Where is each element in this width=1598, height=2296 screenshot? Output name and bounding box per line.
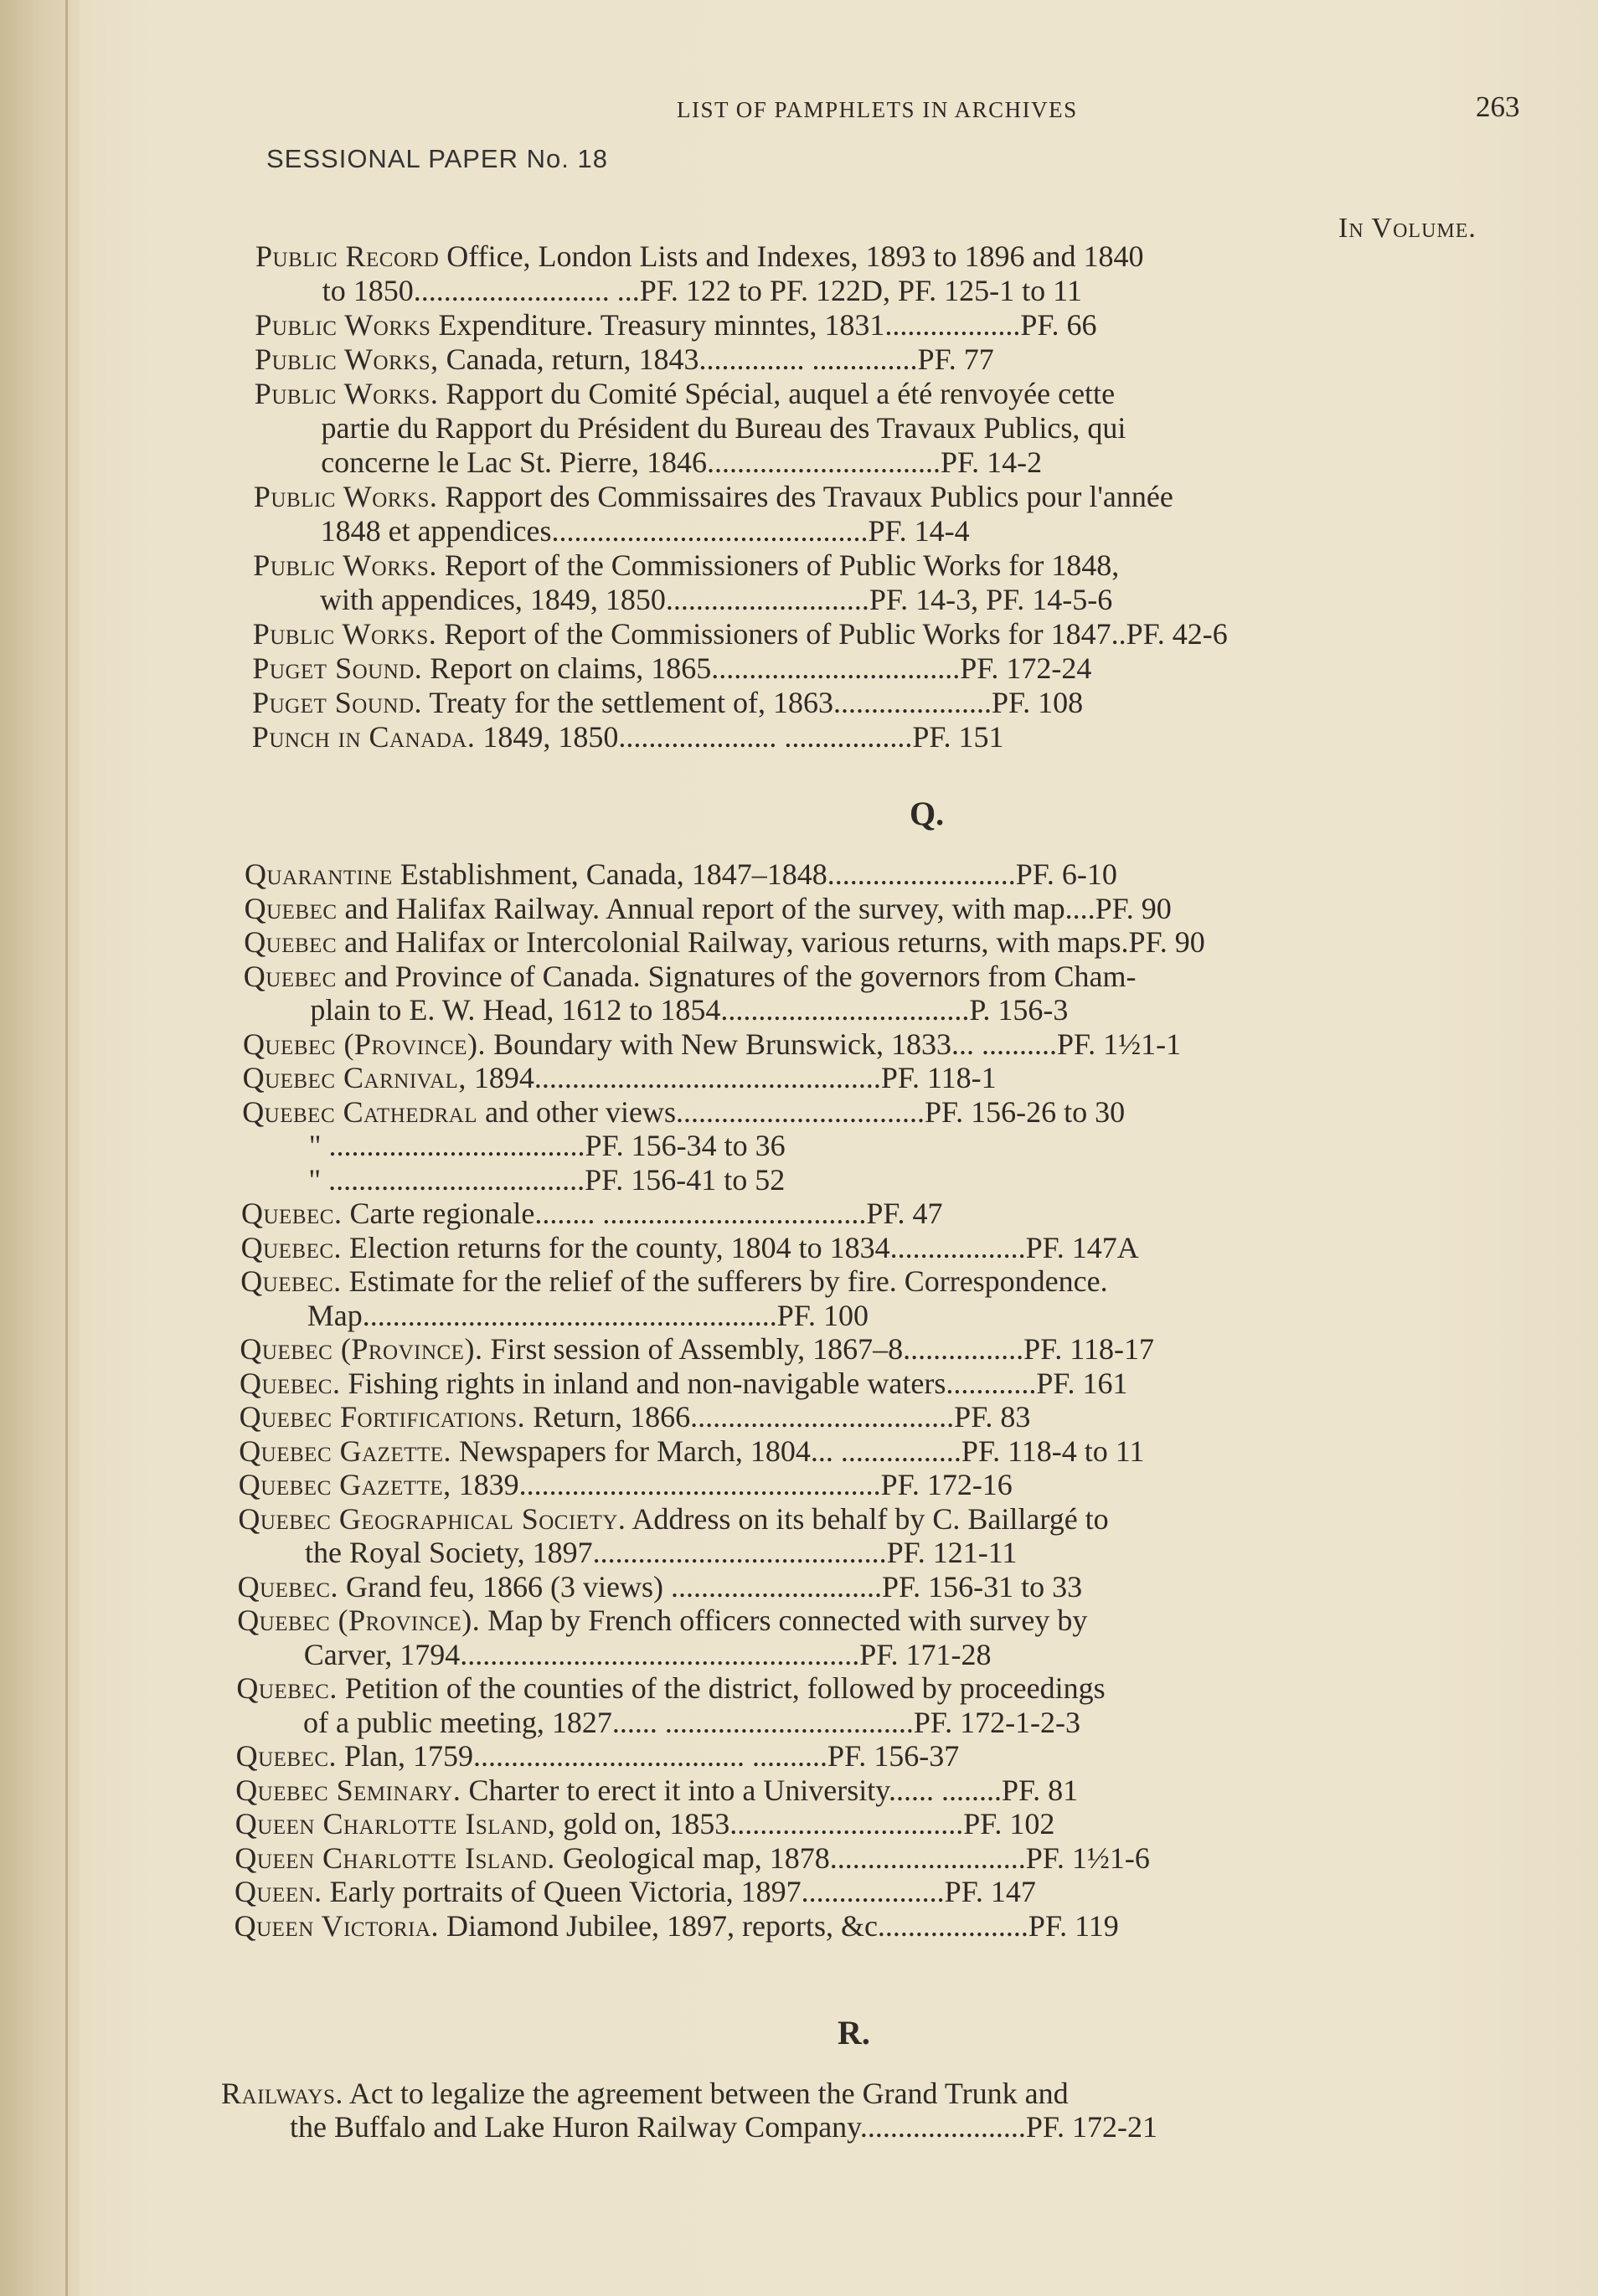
list-entry [243, 1027, 1533, 1061]
entry-text: " ..................................PF. 156-41 to 52 [308, 1162, 786, 1197]
entry-text: concerne le Lac St. Pierre, 1846...............................PF. 14-2 [321, 445, 1043, 479]
entry-heading: Quebec. [240, 1264, 342, 1298]
list-entry [221, 2077, 1533, 2110]
entry-heading: Railways. [221, 2077, 343, 2110]
list-entry [240, 1264, 1533, 1298]
entry-text: Charter to erect it into a University...... ........PF. 81 [461, 1773, 1079, 1807]
entry-text: Act to legalize the agreement between the Grand Trunk and [343, 2077, 1069, 2110]
entry-text: Grand feu, 1866 (3 views) ............................PF. 156-31 to 33 [338, 1569, 1083, 1604]
entry-text: Petition of the counties of the district, followed by proceedings [337, 1671, 1106, 1705]
list-entry [253, 548, 1533, 582]
column-heading-in-volume: In Volume. [1338, 213, 1477, 244]
entry-heading: Quebec (Province). [240, 1332, 483, 1366]
entry-text: Geological map, 1878..........................PF. 1½1-6 [554, 1840, 1150, 1875]
entry-text: Boundary with New Brunswick, 1833... ..........PF. 1½1-1 [486, 1027, 1182, 1061]
entry-text: and other views.................................PF. 156-26 to 30 [477, 1094, 1126, 1129]
list-entry [238, 1570, 1533, 1604]
list-entry [240, 1367, 1533, 1400]
section-heading-r: R. [838, 2014, 870, 2051]
entry-text: Report on claims, 1865.................................PF. 172-24 [422, 651, 1092, 685]
entry-heading: Public Works. [254, 377, 439, 410]
list-entry [235, 1841, 1533, 1875]
entry-text: Report of the Commissioners of Public Works for 1847..PF. 42-6 [436, 617, 1228, 651]
list-entry [245, 892, 1533, 925]
section-heading-q: Q. [910, 795, 945, 832]
list-entry [241, 1231, 1533, 1264]
entry-heading: Public Works, [255, 342, 439, 376]
list-entry [255, 342, 1533, 376]
list-entry [252, 686, 1533, 719]
list-entry [235, 1807, 1533, 1840]
entry-heading: Queen Victoria. [234, 1908, 440, 1943]
entry-heading: Quebec [244, 925, 338, 959]
list-entry [235, 1909, 1533, 1943]
entry-heading: Quebec. [236, 1671, 338, 1705]
entry-text: Map by French officers connected with survey by [480, 1604, 1088, 1637]
list-entry [253, 617, 1533, 651]
entry-heading: Puget Sound. [252, 686, 423, 719]
list-entry [243, 1061, 1533, 1094]
entry-text: Office, London Lists and Indexes, 1893 to 1896 and 1840 [439, 239, 1144, 273]
list-entry [290, 2110, 1533, 2144]
entry-text: Treaty for the settlement of, 1863.....................PF. 108 [422, 686, 1084, 719]
entry-text: the Buffalo and Lake Huron Railway Company......................PF. 172-21 [290, 2110, 1157, 2144]
entry-heading: Queen Charlotte Island, [235, 1807, 556, 1840]
list-entry [255, 308, 1533, 342]
entry-text: 1849, 1850..................... .................PF. 151 [475, 720, 1004, 754]
sessional-paper-label: SESSIONAL PAPER No. 18 [266, 144, 608, 173]
entry-text: Early portraits of Queen Victoria, 1897...................PF. 147 [322, 1875, 1036, 1908]
entry-heading: Quebec [243, 959, 337, 993]
list-entry [235, 1875, 1533, 1908]
entry-text: Address on its behalf by C. Baillargé to [626, 1501, 1109, 1536]
entry-heading: Public Works. [253, 548, 437, 582]
list-entry [304, 1638, 1533, 1671]
entry-text: Election returns for the county, 1804 to 1834..................PF. 147A [342, 1230, 1139, 1264]
entry-heading: Public Works [255, 308, 431, 342]
list-entry [240, 1332, 1533, 1366]
list-entry [255, 239, 1533, 273]
entry-text: and Halifax Railway. Annual report of the survey, with map....PF. 90 [337, 891, 1172, 925]
list-entry [321, 445, 1533, 479]
entry-heading: Public Record [255, 239, 440, 273]
entry-text: and Province of Canada. Signatures of the governors from Cham- [336, 959, 1137, 993]
entry-text: Report of the Commissioners of Public Works for 1848, [436, 548, 1120, 582]
entry-heading: Quebec (Province). [237, 1604, 481, 1637]
entry-text: " ..................................PF. 156-34 to 36 [308, 1129, 786, 1162]
list-entry [320, 583, 1533, 616]
list-entry [322, 274, 1533, 307]
entry-heading: Queen Charlotte Island. [235, 1840, 555, 1875]
entry-text: Fishing rights in inland and non-navigable waters............PF. 161 [340, 1366, 1128, 1400]
list-entry [245, 857, 1533, 891]
entry-text: to 1850.......................... ...PF. 122 to PF. 122D, PF. 125-1 to 11 [322, 274, 1082, 307]
list-entry [252, 720, 1533, 754]
list-entry [244, 925, 1533, 959]
entry-heading: Quebec. [241, 1197, 343, 1230]
list-entry [254, 480, 1533, 513]
entry-heading: Quebec. [235, 1739, 338, 1773]
list-entry [241, 1197, 1533, 1230]
entry-text: Carver, 1794.....................................................PF. 171-28 [303, 1637, 992, 1671]
list-entry [239, 1434, 1533, 1468]
list-entry [321, 514, 1533, 548]
entry-heading: Quebec [244, 891, 338, 925]
list-entry [322, 411, 1534, 445]
list-entry [309, 1129, 1533, 1162]
entry-text: Rapport des Commissaires des Travaux Publics pour l'année [437, 480, 1173, 513]
list-entry [236, 1671, 1533, 1705]
entry-heading: Quebec. [240, 1366, 341, 1400]
running-title: LIST OF PAMPHLETS IN ARCHIVES [677, 97, 1078, 122]
list-entry [240, 1400, 1533, 1434]
list-entry [235, 1773, 1533, 1807]
entry-text: gold on, 1853...............................PF. 102 [555, 1807, 1055, 1840]
entry-text: Establishment, Canada, 1847–1848.........................PF. 6-10 [392, 857, 1117, 891]
entry-text: 1894..............................................PF. 118-1 [466, 1061, 997, 1094]
entry-text: First session of Assembly, 1867–8................PF. 118-17 [482, 1332, 1154, 1366]
entry-text: Map.......................................................PF. 100 [307, 1298, 869, 1332]
entry-heading: Quarantine [245, 857, 393, 891]
entry-text: with appendices, 1849, 1850...........................PF. 14-3, PF. 14-5-6 [320, 583, 1113, 616]
entry-text: Expenditure. Treasury minntes, 1831..................PF. 66 [430, 308, 1097, 342]
entry-heading: Public Works. [252, 617, 437, 651]
entry-heading: Puget Sound. [252, 651, 423, 685]
list-entry [252, 651, 1533, 685]
list-entry [237, 1604, 1533, 1637]
entry-heading: Quebec Gazette. [239, 1434, 452, 1468]
list-entry [255, 377, 1533, 410]
entry-text: 1839................................................PF. 172-16 [451, 1468, 1013, 1501]
entry-heading: Public Works. [253, 480, 438, 513]
entry-heading: Queen. [235, 1875, 322, 1908]
entry-text: the Royal Society, 1897.......................................PF. 121-11 [305, 1536, 1018, 1569]
entry-text: Plan, 1759.................................... ..........PF. 156-37 [337, 1739, 960, 1773]
entry-text: 1848 et appendices..........................................PF. 14-4 [320, 514, 970, 548]
list-entry [238, 1502, 1533, 1536]
entry-text: Diamond Jubilee, 1897, reports, &c....................PF. 119 [439, 1908, 1119, 1943]
list-entry [307, 1299, 1533, 1332]
list-entry [308, 1163, 1533, 1197]
entry-heading: Quebec Fortifications. [239, 1400, 526, 1434]
entry-heading: Quebec (Province). [243, 1027, 487, 1061]
entry-text: Return, 1866...................................PF. 83 [525, 1400, 1031, 1434]
entry-heading: Quebec Carnival, [242, 1061, 467, 1094]
entry-text: of a public meeting, 1827...... .................................PF. 172-1-2-3 [303, 1705, 1081, 1739]
list-entry [242, 1095, 1533, 1129]
entry-text: Carte regionale........ ...................................PF. 47 [342, 1197, 943, 1230]
entry-text: Estimate for the relief of the sufferers by fire. Correspondence. [341, 1264, 1108, 1298]
list-entry [303, 1706, 1533, 1739]
entry-heading: Quebec. [237, 1569, 339, 1604]
entry-text: Newspapers for March, 1804... ................PF. 118-4 to 11 [451, 1434, 1145, 1468]
list-entry [236, 1739, 1533, 1773]
entry-heading: Quebec. [240, 1230, 343, 1264]
page-number: 263 [1476, 90, 1520, 123]
list-entry [310, 993, 1533, 1027]
list-entry [305, 1536, 1533, 1569]
list-entry [244, 960, 1533, 993]
entry-heading: Quebec Seminary. [235, 1773, 461, 1807]
entry-heading: Punch in Canada. [251, 720, 476, 754]
entry-text: plain to E. W. Head, 1612 to 1854.................................P. 156-3 [310, 993, 1069, 1027]
entry-heading: Quebec Cathedral [242, 1094, 478, 1129]
list-entry [239, 1468, 1533, 1501]
entry-text: and Halifax or Intercolonial Railway, various returns, with maps.PF. 90 [337, 925, 1205, 959]
entry-heading: Quebec Gazette, [238, 1468, 451, 1501]
entry-text: Rapport du Comité Spécial, auquel a été renvoyée cette [438, 377, 1116, 410]
entry-text: Canada, return, 1843.............. ..............PF. 77 [438, 342, 994, 376]
entry-text: partie du Rapport du Président du Bureau des Travaux Publics, qui [321, 411, 1126, 445]
entry-heading: Quebec Geographical Society. [238, 1501, 626, 1536]
